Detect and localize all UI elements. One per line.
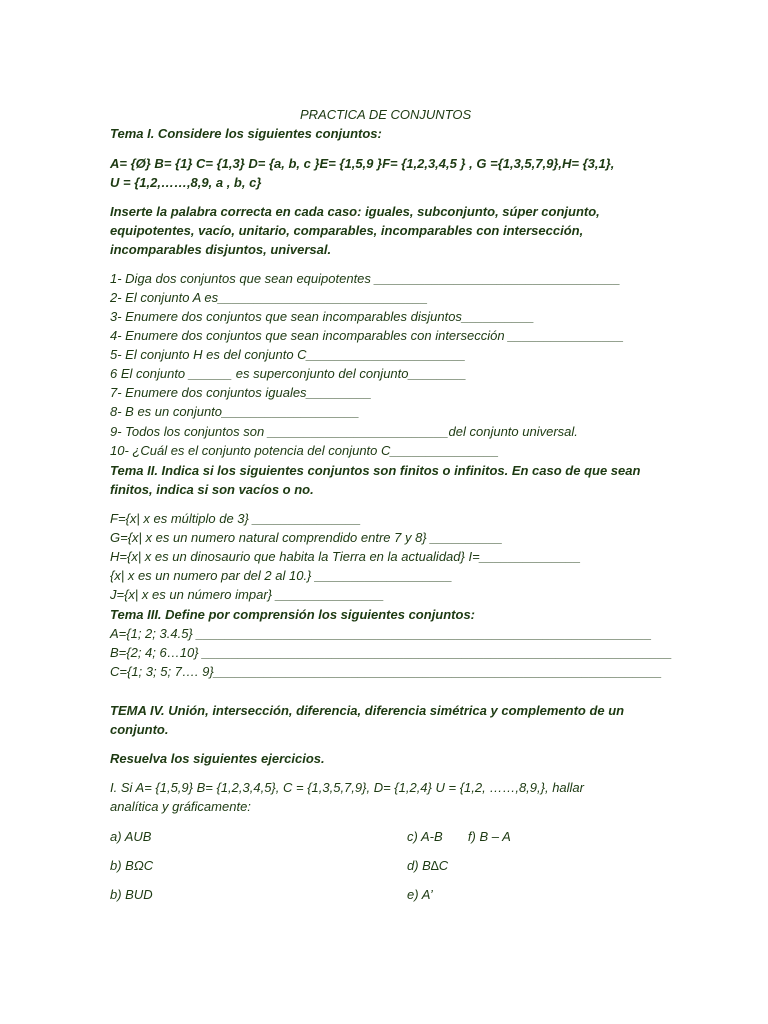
exercise-item-e: e) A’ (407, 887, 433, 902)
tema2-item-j: J={x| x es un número impar} _______________ (110, 587, 385, 602)
sets-definition-line-1: A= {Ø} B= {1} C= {1,3} D= {a, b, c }E= {1,5,9 }F= {1,2,3,4,5 } , G ={1,3,5,7,9},H= {3,1}, (110, 156, 615, 171)
exercise-item-b-intersection: b) BΩC (110, 858, 154, 873)
exercise-item-b-union: b) BUD (110, 887, 153, 902)
question-3: 3- Enumere dos conjuntos que sean incomparables disjuntos__________ (110, 309, 535, 324)
resuelva-heading: Resuelva los siguientes ejercicios. (110, 751, 325, 766)
question-1: 1- Diga dos conjuntos que sean equipotentes __________________________________ (110, 271, 621, 286)
page-title: PRACTICA DE CONJUNTOS (300, 107, 472, 122)
tema1-heading: Tema I. Considere los siguientes conjuntos: (110, 126, 382, 141)
tema3-item-c: C={1; 3; 5; 7…. 9}______________________________________________________________ (110, 664, 662, 679)
tema2-item-f: F={x| x es múltiplo de 3} _______________ (110, 511, 361, 526)
tema2-heading-line-1: Tema II. Indica si los siguientes conjuntos son finitos o infinitos. En caso de que sean (110, 463, 641, 478)
exercise-line-1: I. Si A= {1,5,9} B= {1,2,3,4,5}, C = {1,3,5,7,9}, D= {1,2,4} U = {1,2, ……,8,9,}, hallar (110, 780, 584, 795)
exercise-item-c-f: c) A-B f) B – A (407, 829, 511, 844)
tema3-heading: Tema III. Define por comprensión los siguientes conjuntos: (110, 607, 476, 622)
question-5: 5- El conjunto H es del conjunto C______________________ (110, 347, 466, 362)
question-8: 8- B es un conjunto___________________ (110, 404, 360, 419)
tema2-heading-line-2: finitos, indica si son vacíos o no. (110, 482, 314, 497)
tema4-heading-line-1: TEMA IV. Unión, intersección, diferencia, diferencia simétrica y complemento de un (110, 703, 625, 718)
exercise-item-d: d) B∆C (407, 858, 449, 873)
tema2-item-i-cont: {x| x es un numero par del 2 al 10.} ___________________ (110, 568, 453, 583)
sets-definition-line-2: U = {1,2,……,8,9, a , b, c} (110, 175, 262, 190)
instruction-line-1: Inserte la palabra correcta en cada caso: iguales, subconjunto, súper conjunto, (110, 204, 600, 219)
tema3-item-a: A={1; 2; 3.4.5} _______________________________________________________________ (110, 626, 652, 641)
exercise-line-2: analítica y gráficamente: (110, 799, 251, 814)
question-2: 2- El conjunto A es_____________________________ (110, 290, 428, 305)
question-9: 9- Todos los conjuntos son _________________________del conjunto universal. (110, 424, 578, 439)
tema3-item-b: B={2; 4; 6…10} _________________________________________________________________ (110, 645, 673, 660)
question-6: 6 El conjunto ______ es superconjunto del conjunto________ (110, 366, 467, 381)
tema4-heading-line-2: conjunto. (110, 722, 169, 737)
tema2-item-g: G={x| x es un numero natural comprendido entre 7 y 8} __________ (110, 530, 503, 545)
exercise-item-a: a) AUB (110, 829, 152, 844)
question-7: 7- Enumere dos conjuntos iguales_________ (110, 385, 372, 400)
instruction-line-2: equipotentes, vacío, unitario, comparables, incomparables con intersección, (110, 223, 584, 238)
tema2-item-h-i: H={x| x es un dinosaurio que habita la Tierra en la actualidad} I=______________ (110, 549, 581, 564)
instruction-line-3: incomparables disjuntos, universal. (110, 242, 332, 257)
question-10: 10- ¿Cuál es el conjunto potencia del conjunto C_______________ (110, 443, 499, 458)
question-4: 4- Enumere dos conjuntos que sean incomparables con intersección ________________ (110, 328, 624, 343)
